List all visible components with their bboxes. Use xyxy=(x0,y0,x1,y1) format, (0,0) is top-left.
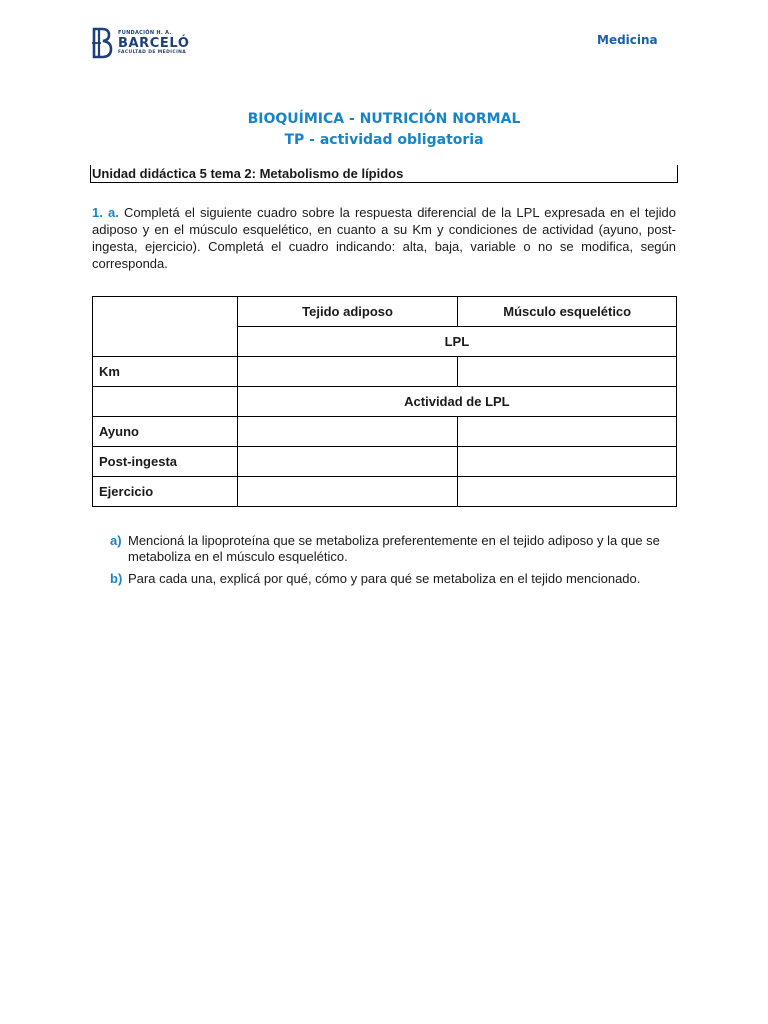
lpl-table xyxy=(92,296,677,507)
subquestion-text-a: Mencioná la lipoproteína que se metaboliza preferentemente en el tejido adiposo y la que se metaboliza en el músculo esquelético. xyxy=(128,533,660,564)
list-item xyxy=(110,533,670,564)
section-header-actividad: Actividad de LPL xyxy=(237,387,676,417)
subquestion-list xyxy=(110,533,670,594)
unit-heading: Unidad didáctica 5 tema 2: Metabolismo de lípidos xyxy=(90,165,678,183)
answer-cell-post-ingesta-musculo[interactable] xyxy=(458,447,677,477)
question-1-paragraph xyxy=(92,204,676,272)
question-1-text: Completá el siguiente cuadro sobre la respuesta diferencial de la LPL expresada en el tejido adiposo y en el músculo esquelético, en cuanto a su Km y condiciones de actividad (ayuno, post-ingesta, ejercicio). Completá el cuadro indicando: alta, baja, variable o no se modifica, según corresponda. xyxy=(92,205,676,271)
answer-cell-ayuno-adiposo[interactable] xyxy=(237,417,458,447)
document-subtitle: TP - actividad obligatoria xyxy=(284,132,484,148)
barcelo-logo xyxy=(90,26,189,60)
answer-cell-km-adiposo[interactable] xyxy=(237,357,458,387)
section-header-lpl: LPL xyxy=(237,327,676,357)
answer-cell-post-ingesta-adiposo[interactable] xyxy=(237,447,458,477)
table-row xyxy=(93,477,677,507)
table-row xyxy=(93,297,677,327)
logo-wordmark xyxy=(118,31,189,56)
table-row xyxy=(93,447,677,477)
col-header-musculo-esqueletico: Músculo esquelético xyxy=(458,297,677,327)
logo-line-top: FUNDACIÓN H. A. xyxy=(118,29,172,36)
row-label-post-ingesta: Post-ingesta xyxy=(93,447,238,477)
answer-cell-ayuno-musculo[interactable] xyxy=(458,417,677,447)
answer-cell-km-musculo[interactable] xyxy=(458,357,677,387)
table-row xyxy=(93,387,677,417)
subquestion-marker-a: a) xyxy=(110,533,122,548)
col-header-tejido-adiposo: Tejido adiposo xyxy=(237,297,458,327)
document-title: BIOQUÍMICA - NUTRICIÓN NORMAL xyxy=(247,111,521,127)
table-row xyxy=(93,357,677,387)
subquestion-marker-b: b) xyxy=(110,571,123,586)
barcelo-logo-icon xyxy=(90,26,114,60)
logo-line-bottom: FACULTAD DE MEDICINA xyxy=(118,49,187,55)
list-item xyxy=(110,571,670,587)
logo-line-main: BARCELÓ xyxy=(118,35,190,51)
empty-label-cell xyxy=(93,387,238,417)
table-row xyxy=(93,417,677,447)
answer-cell-ejercicio-musculo[interactable] xyxy=(458,477,677,507)
row-label-ejercicio: Ejercicio xyxy=(93,477,238,507)
answer-cell-ejercicio-adiposo[interactable] xyxy=(237,477,458,507)
row-label-km: Km xyxy=(93,357,238,387)
department-label: Medicina xyxy=(597,33,658,47)
row-label-ayuno: Ayuno xyxy=(93,417,238,447)
question-1-number: 1. a. xyxy=(92,205,119,220)
subquestion-text-b: Para cada una, explicá por qué, cómo y para qué se metaboliza en el tejido mencionado. xyxy=(128,571,641,586)
table-corner-cell xyxy=(93,297,238,357)
